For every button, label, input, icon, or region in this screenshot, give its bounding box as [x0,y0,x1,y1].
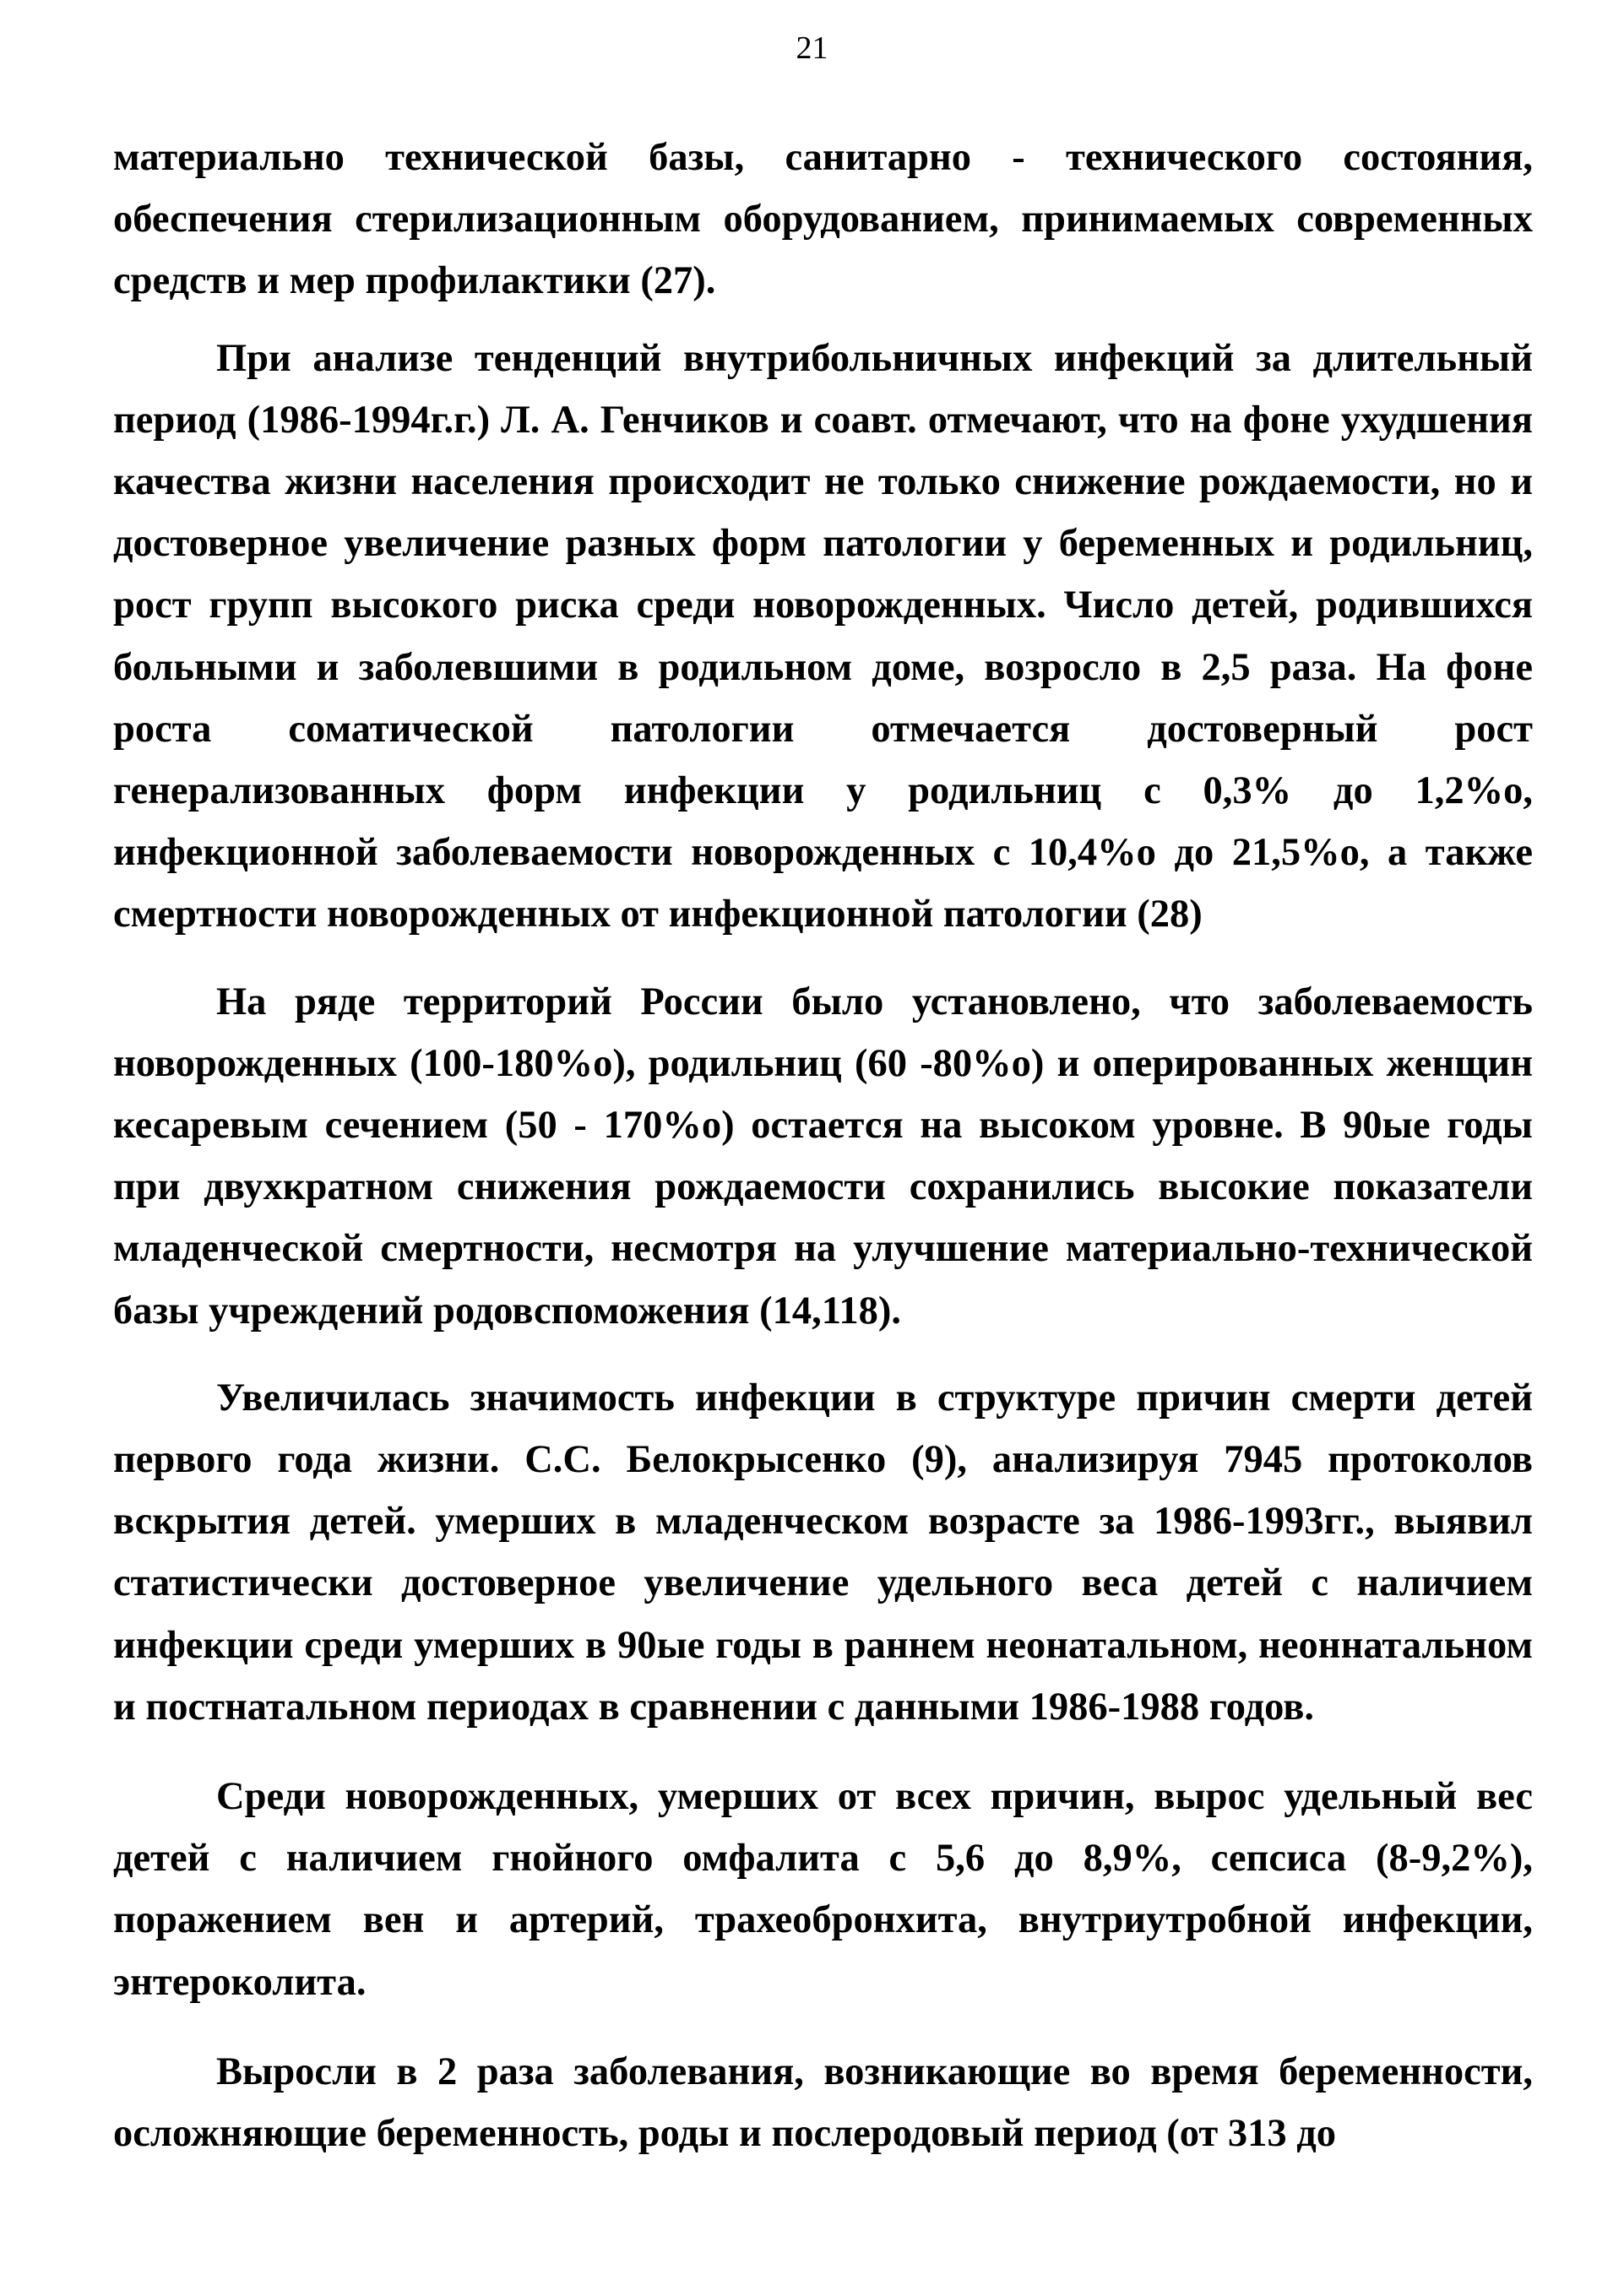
paragraph-2: При анализе тенденций внутрибольничных инфекций за длительный период (1986-1994г.г.) Л. А. Генчиков и соавт. отмечают, что на фоне ухудшения качества жизни населения происходит не только снижение рождаемости, но и достоверное увеличение разных форм патологии у беременных и родильниц, рост групп высокого риска среди новорожденных. Число детей, родившихся больными и заболевшими в родильном доме, возросло в 2,5 раза. На фоне роста соматической патологии отмечается достоверный рост генерализованных форм инфекции у родильниц с 0,3% до 1,2%о, инфекционной заболеваемости новорожденных с 10,4%о до 21,5%о, а также смертности новорожденных от инфекционной патологии (28) [113,336,1533,936]
paragraph-4: Увеличилась значимость инфекции в структуре причин смерти детей первого года жизни. С.С. Белокрысенко (9), анализируя 7945 протоколов вскрытия детей. умерших в младенческом возрасте за 1986-1993гг., выявил статистически достоверное увеличение удельного веса детей с наличием инфекции среди умерших в 90ые годы в раннем неонатальном, неоннатальном и постнатальном периодах в сравнении с данными 1986-1988 годов. [113,1376,1533,1729]
paragraph-6: Выросли в 2 раза заболевания, возникающие во время беременности, осложняющие беременность, роды и послеродовый период (от 313 до [113,2049,1533,2156]
page-number: 21 [796,30,828,66]
paragraph-5: Среди новорожденных, умерших от всех причин, вырос удельный вес детей с наличием гнойного омфалита с 5,6 до 8,9%, сепсиса (8-9,2%), поражением вен и артерий, трахеобронхита, внутриутробной инфекции, энтероколита. [113,1775,1533,2004]
paragraph-1: материально технической базы, санитарно - технического состояния, обеспечения стерилизационным оборудованием, принимаемых современных средств и мер профилактики (27). [113,136,1533,303]
paragraph-3: На ряде территорий России было установлено, что заболеваемость новорожденных (100-180%о), родильниц (60 -80%о) и оперированных женщин кесаревым сечением (50 - 170%о) остается на высоком уровне. В 90ые годы при двухкратном снижения рождаемости сохранились высокие показатели младенческой смертности, несмотря на улучшение материально-технической базы учреждений родовспоможения (14,118). [113,980,1533,1333]
document-body [113,127,1533,2164]
